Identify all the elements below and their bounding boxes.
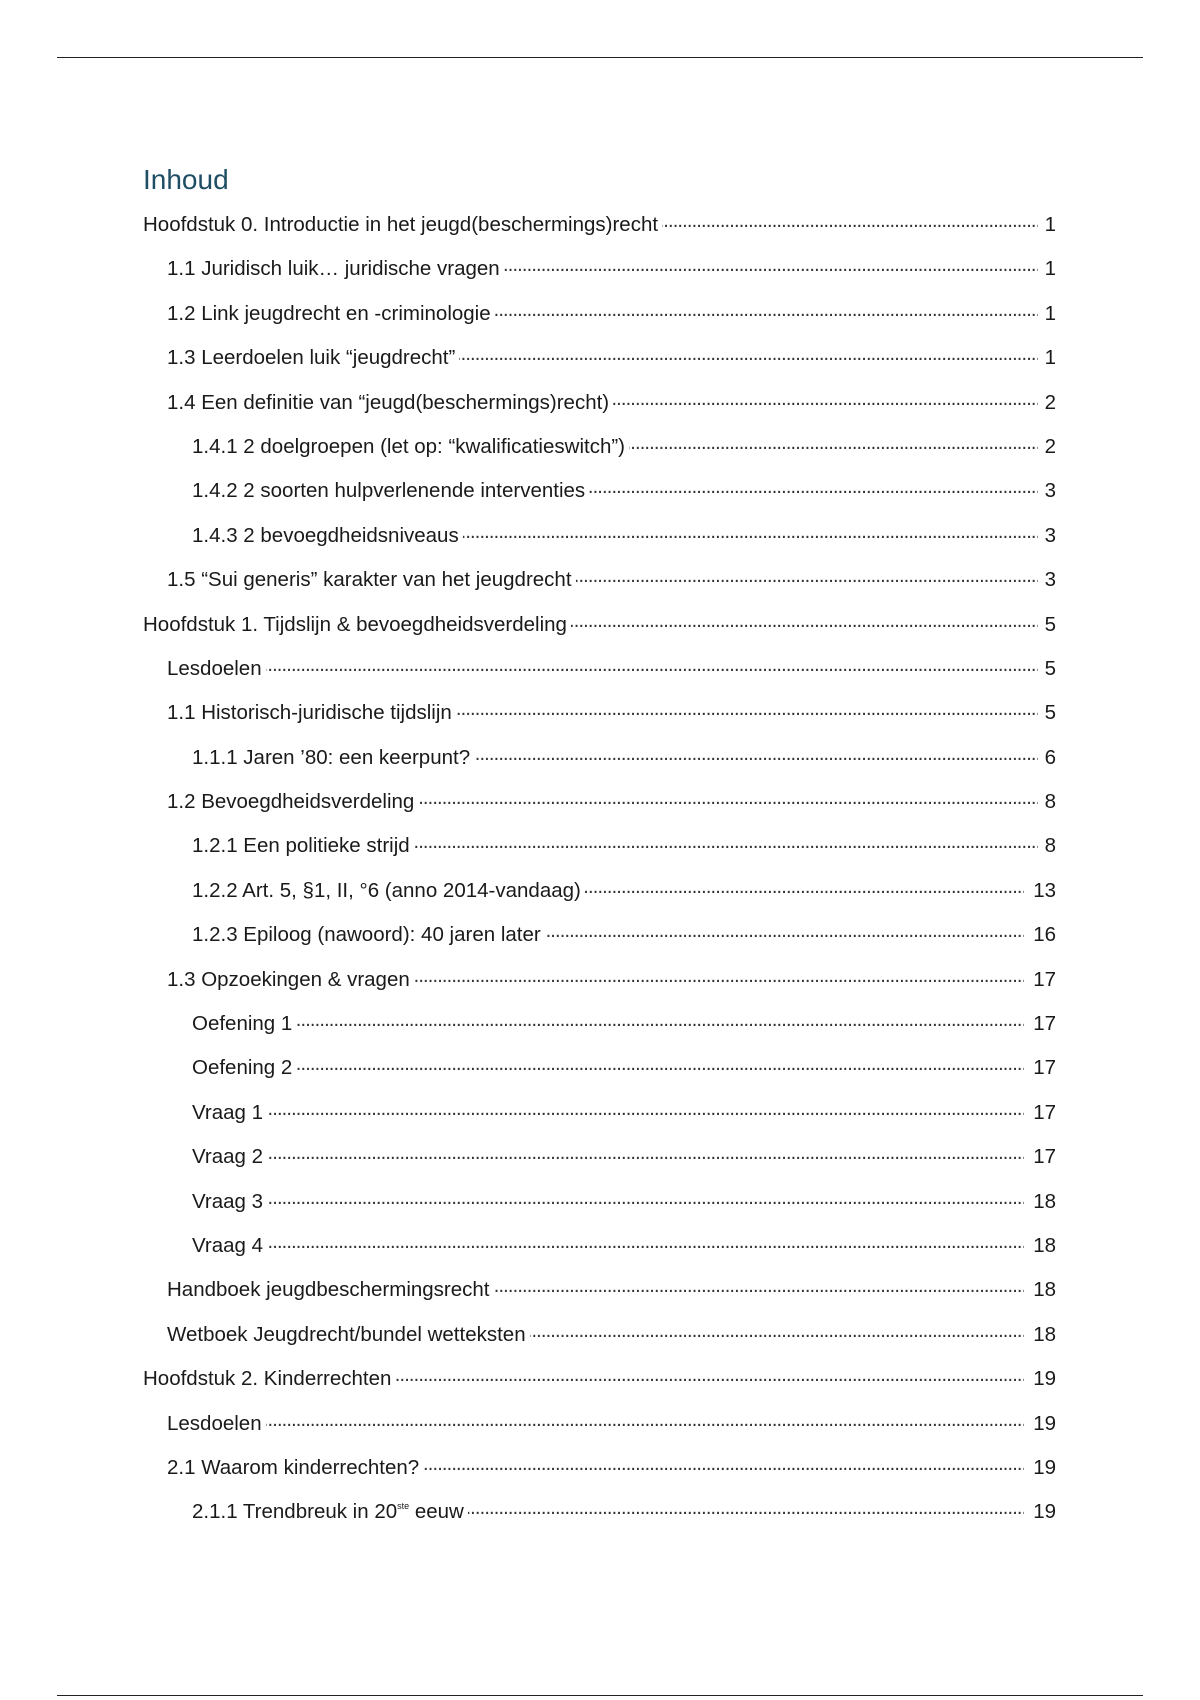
toc-entry-page: 3 (1044, 568, 1056, 592)
toc-entry[interactable] (143, 476, 1056, 520)
toc-dot-leader (463, 522, 1038, 542)
toc-entry-label: Hoofdstuk 2. Kinderrechten (143, 1367, 392, 1391)
toc-entry-label: 1.2.2 Art. 5, §1, II, °6 (anno 2014-vandaag) (192, 878, 581, 902)
toc-dot-leader (459, 344, 1038, 364)
toc-entry-label-rest: eeuw (409, 1500, 464, 1524)
toc-entry-label: Lesdoelen (167, 1411, 262, 1435)
toc-entry-label: Hoofdstuk 1. Tijdslijn & bevoegdheidsverdeling (143, 612, 567, 636)
toc-entry-page: 8 (1044, 790, 1056, 814)
toc-entry-page: 19 (1033, 1411, 1056, 1435)
toc-entry[interactable] (143, 1098, 1056, 1142)
toc-dot-leader (267, 1099, 1024, 1119)
toc-dot-leader (494, 1276, 1024, 1296)
toc-entry[interactable] (143, 1409, 1056, 1453)
toc-dot-leader (296, 1010, 1024, 1030)
toc-entry-label: 2.1 Waarom kinderrechten? (167, 1455, 420, 1479)
toc-entry-label: 1.2 Bevoegdheidsverdeling (167, 790, 415, 814)
toc-dot-leader (629, 433, 1038, 453)
toc-dot-leader (267, 1232, 1024, 1252)
toc-entry[interactable] (143, 1275, 1056, 1319)
toc-entry-page: 19 (1033, 1500, 1056, 1524)
toc-dot-leader (504, 255, 1038, 275)
toc-entry-page: 19 (1033, 1455, 1056, 1479)
toc-dot-leader (414, 832, 1038, 852)
toc-entry-label: 1.1.1 Jaren ’80: een keerpunt? (192, 745, 471, 769)
toc-entry-label: 1.4 Een definitie van “jeugd(beschermings)recht) (167, 390, 610, 414)
toc-entry[interactable] (143, 299, 1056, 343)
toc-entry-label: 1.2.1 Een politieke strijd (192, 834, 410, 858)
toc-dot-leader (662, 211, 1038, 231)
toc-entry-page: 18 (1033, 1278, 1056, 1302)
toc-entry-label: 1.5 “Sui generis” karakter van het jeugdrecht (167, 568, 572, 592)
toc-dot-leader (266, 655, 1038, 675)
toc-entry-page: 2 (1044, 390, 1056, 414)
toc-dot-leader (456, 699, 1038, 719)
toc-entry-label: Vraag 3 (192, 1189, 264, 1213)
toc-entry[interactable] (143, 1497, 1056, 1541)
toc-entry[interactable] (143, 1009, 1056, 1053)
toc-entry-page: 17 (1033, 1056, 1056, 1080)
toc-entry-label: Lesdoelen (167, 656, 262, 680)
toc-entry-page: 1 (1044, 213, 1056, 236)
toc-dot-leader (418, 788, 1038, 808)
toc-entry-page: 18 (1033, 1233, 1056, 1257)
toc-entry-label: Oefening 1 (192, 1012, 293, 1036)
toc-entry[interactable] (143, 610, 1056, 654)
toc-entry-page: 2 (1044, 434, 1056, 458)
toc-entry-label: Wetboek Jeugdrecht/bundel wetteksten (167, 1322, 526, 1346)
toc-entry[interactable] (143, 831, 1056, 875)
toc-entry-label: 1.2.3 Epiloog (nawoord): 40 jaren later (192, 923, 541, 947)
toc-entry[interactable] (143, 1231, 1056, 1275)
toc-dot-leader (296, 1054, 1024, 1074)
toc-entry-label: 1.4.1 2 doelgroepen (let op: “kwalificatieswitch”) (192, 434, 625, 458)
toc-entry[interactable] (143, 876, 1056, 920)
toc-entry-page: 5 (1044, 701, 1056, 725)
toc-entry-label-main: 2.1.1 Trendbreuk in 20 (192, 1500, 398, 1524)
toc-entry[interactable] (143, 254, 1056, 298)
toc-entry[interactable] (143, 565, 1056, 609)
toc-entry-page: 17 (1033, 1100, 1056, 1124)
toc-dot-leader (267, 1188, 1024, 1208)
toc-entry-page: 18 (1033, 1322, 1056, 1346)
toc-entry-label: Vraag 4 (192, 1233, 264, 1257)
toc-dot-leader (613, 389, 1038, 409)
toc-dot-leader (266, 1410, 1024, 1430)
toc-dot-leader (267, 1143, 1024, 1163)
toc-entry-page: 13 (1033, 878, 1056, 902)
toc-entry-page: 1 (1044, 257, 1056, 281)
toc-entry-label: 1.1 Historisch-juridische tijdslijn (167, 701, 452, 725)
toc-dot-leader (589, 477, 1038, 497)
toc-dot-leader (474, 744, 1038, 764)
toc-entry-label: 1.4.2 2 soorten hulpverlenende interventies (192, 479, 586, 503)
toc-dot-leader (423, 1454, 1024, 1474)
toc-entry-page: 3 (1044, 523, 1056, 547)
toc-entry[interactable] (143, 1320, 1056, 1364)
table-of-contents (143, 210, 1056, 1542)
toc-entry-page: 17 (1033, 967, 1056, 991)
toc-entry-page: 1 (1044, 346, 1056, 370)
toc-dot-leader (545, 921, 1024, 941)
toc-entry-page: 8 (1044, 834, 1056, 858)
footer-rule (57, 1695, 1143, 1696)
toc-dot-leader (414, 966, 1024, 986)
toc-entry[interactable] (143, 1453, 1056, 1497)
toc-entry-label: Vraag 1 (192, 1100, 264, 1124)
toc-entry-page: 16 (1033, 923, 1056, 947)
toc-entry[interactable] (143, 965, 1056, 1009)
toc-entry-label: Handboek jeugdbeschermingsrecht (167, 1278, 490, 1302)
toc-title: Inhoud (143, 164, 229, 195)
toc-entry[interactable] (143, 210, 1056, 254)
toc-entry[interactable] (143, 1364, 1056, 1408)
toc-entry[interactable] (143, 743, 1056, 787)
toc-entry[interactable] (143, 521, 1056, 565)
toc-dot-leader (585, 877, 1024, 897)
toc-entry-page: 3 (1044, 479, 1056, 503)
toc-entry-page: 18 (1033, 1189, 1056, 1213)
toc-entry-label-superscript: ste (397, 1501, 410, 1512)
toc-entry-label: 1.3 Opzoekingen & vragen (167, 967, 410, 991)
toc-entry-label: 1.1 Juridisch luik… juridische vragen (167, 257, 500, 281)
toc-dot-leader (576, 566, 1038, 586)
toc-entry-page: 6 (1044, 745, 1056, 769)
toc-entry-label: Oefening 2 (192, 1056, 293, 1080)
toc-entry-label: 1.4.3 2 bevoegdheidsniveaus (192, 523, 459, 547)
toc-entry-label: Vraag 2 (192, 1145, 264, 1169)
toc-entry[interactable] (143, 920, 1056, 964)
toc-entry-label: 1.3 Leerdoelen luik “jeugdrecht” (167, 346, 456, 370)
toc-entry-label: 1.2 Link jeugdrecht en -criminologie (167, 301, 491, 325)
toc-entry-page: 17 (1033, 1145, 1056, 1169)
toc-entry[interactable] (143, 1142, 1056, 1186)
toc-dot-leader (468, 1498, 1024, 1518)
toc-dot-leader (495, 300, 1038, 320)
toc-entry[interactable] (143, 654, 1056, 698)
toc-entry-label: Hoofdstuk 0. Introductie in het jeugd(beschermings)recht (143, 213, 659, 236)
toc-entry-page: 5 (1044, 656, 1056, 680)
toc-entry[interactable] (143, 698, 1056, 742)
toc-entry[interactable] (143, 1187, 1056, 1231)
toc-dot-leader (395, 1365, 1024, 1385)
toc-dot-leader (530, 1321, 1024, 1341)
toc-entry-label (192, 1497, 464, 1527)
toc-dot-leader (571, 611, 1038, 631)
header-rule (57, 57, 1143, 58)
toc-entry-page: 17 (1033, 1012, 1056, 1036)
toc-entry[interactable] (143, 343, 1056, 387)
toc-entry[interactable] (143, 388, 1056, 432)
toc-entry-page: 1 (1044, 301, 1056, 325)
toc-entry[interactable] (143, 787, 1056, 831)
toc-entry[interactable] (143, 1053, 1056, 1097)
toc-entry-page: 19 (1033, 1367, 1056, 1391)
toc-entry[interactable] (143, 432, 1056, 476)
toc-entry-page: 5 (1044, 612, 1056, 636)
